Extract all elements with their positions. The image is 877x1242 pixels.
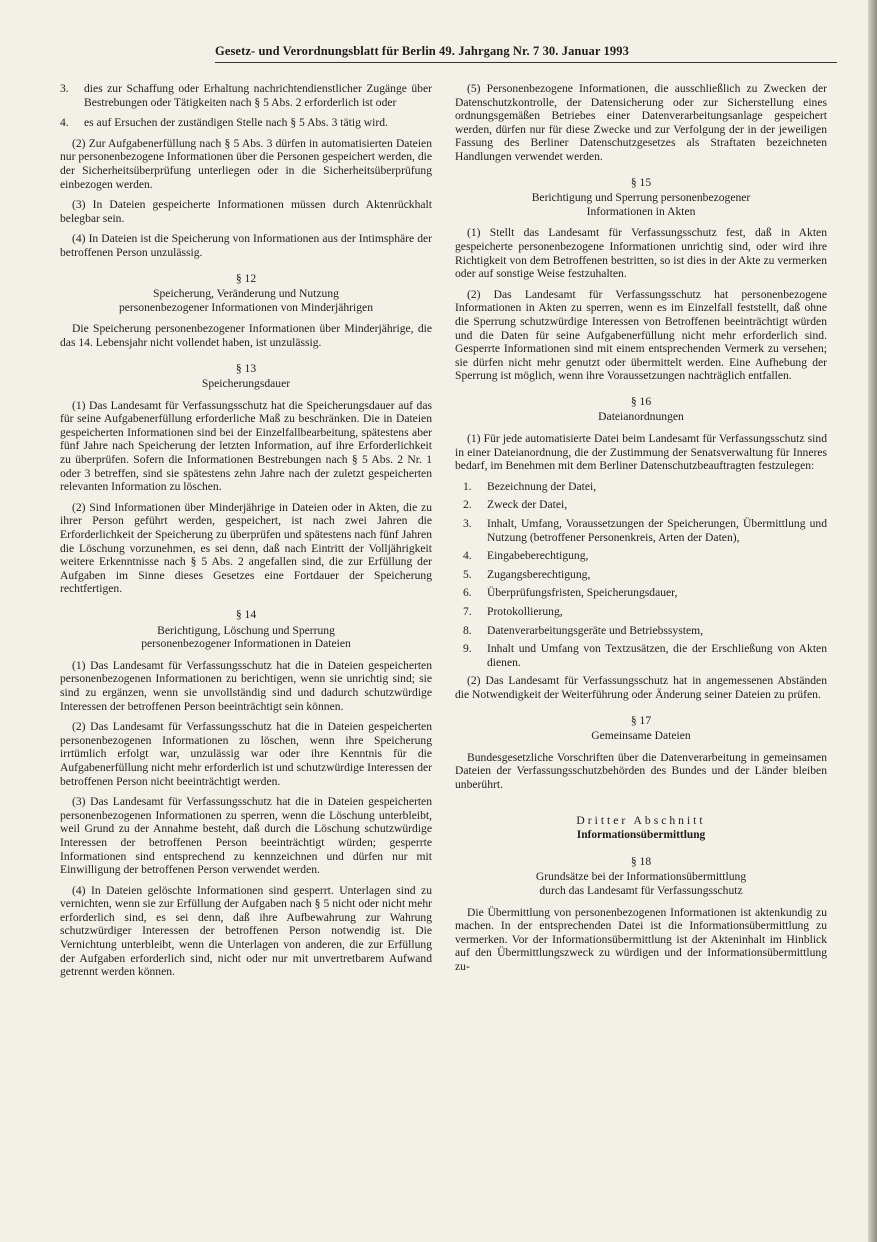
paragraph: (4) In Dateien gelöschte Informationen sind gesperrt. Unterlagen sind zu vernichten, wenn sie zur Erfüllung der Aufgaben nach § 5 nicht oder nicht mehr erforderlich sind, es sei denn, daß ihre Aufbewahrung zur Wahrung schutzwürdiger Interessen der betroffenen Person notwendig ist. Die Vernichtung unterbleibt, wenn die Unterlagen von anderen, die zur Erfüllung der Aufgaben erforderlich sind, nicht oder nur mit unvertretbarem Aufwand getrennt werden können. [60,883,432,979]
list-number: 4. [463,549,472,563]
section-title-line: Berichtigung und Sperrung personenbezogener [531,191,751,205]
list-number: 8. [463,623,472,637]
list-number: 6. [463,586,472,600]
list-number: 3. [60,82,69,95]
section-number: § 18 [630,854,652,868]
right-column [455,82,827,980]
list-number: 5. [463,567,472,581]
list-item [455,586,827,600]
paragraph: (1) Für jede automatisierte Datei beim Landesamt für Verfassungsschutz sind in einer Dateianordnung, die der Zustimmung der Senatsverwaltung für Inneres bedarf, im Benehmen mit dem Berliner Datenschutzbeauftragten festzulegen: [455,432,827,473]
list-number: 3. [463,517,472,531]
section-title [455,191,827,218]
section-title-line: Berichtigung, Löschung und Sperrung [157,623,335,637]
section-number: § 13 [235,361,257,375]
list-number: 4. [60,116,69,130]
list-number: 7. [463,605,472,618]
paragraph: (2) Das Landesamt für Verfassungsschutz hat in angemessenen Abständen die Notwendigkeit der Weiterführung oder Änderung seiner Dateien zu prüfen. [455,674,827,701]
left-column [60,82,432,986]
list-text: dies zur Schaffung oder Erhaltung nachrichtendienstlicher Zugänge über Bestrebungen oder Tätigkeiten nach § 5 Abs. 2 erforderlich ist oder [84,82,432,109]
page-edge [868,0,877,1242]
list-text: Überprüfungsfristen, Speicherungsdauer, [487,586,678,600]
paragraph: (4) In Dateien ist die Speicherung von Informationen aus der Intimsphäre der betroffenen Person unzulässig. [60,232,432,259]
paragraph: (1) Stellt das Landesamt für Verfassungsschutz fest, daß in Akten gespeicherte personenbezogene Informationen unrichtig sind, oder wird ihre Richtigkeit von dem Betroffenen bestritten, so ist dies in der Akte zu vermerken oder auf sonstige Weise festzuhalten. [455,226,827,281]
paragraph: Die Speicherung personenbezogener Informationen über Minderjährige, die das 14. Lebensjahr nicht vollendet haben, ist unzulässig. [60,322,432,349]
paragraph: (1) Das Landesamt für Verfassungsschutz hat die in Dateien gespeicherten personenbezogenen Informationen zu berichtigen, wenn sie unrichtig sind; sie sind zu ergänzen, wenn sie unvollständig sind und dadurch schutzwürdige Interessen der betroffenen Person beeinträchtigt sein können. [60,658,432,713]
section-title-line: Speicherung, Veränderung und Nutzung [153,287,339,301]
paragraph: (1) Das Landesamt für Verfassungsschutz hat die Speicherungsdauer auf das für seine Aufgabenerfüllung erforderliche Maß zu beschränken. Die in Dateien gespeicherten Informationen sind bei der Einzelfallbearbeitung, spätestens aber fünf Jahre nach Speicherung der letzten Information, auf ihre Erforderlichkeit zu überprüfen. Sofern die Informationen Bestrebungen nach § 5 Abs. 2 Nr. 1 oder 3 betreffen, sind sie spätestens zehn Jahre nach der zuletzt gespeicherten relevanten Information zu löschen. [60,398,432,494]
list-item [455,480,827,494]
list-text: Inhalt und Umfang von Textzusätzen, die der Erschließung von Akten dienen. [487,642,827,669]
list-text: Datenverarbeitungsgeräte und Betriebssystem, [487,623,704,637]
paragraph: (3) Das Landesamt für Verfassungsschutz hat die in Dateien gespeicherten personenbezogenen Informationen zu sperren, wenn die Löschung unterbleibt, weil Grund zu der Annahme besteht, daß durch die Löschung schutzwürdige Interessen der betroffenen Person beeinträchtigt würden; gesperrte Informationen sind entsprechend zu kennzeichnen und dürfen nur mit Einwilligung der betroffenen Person verwendet werden. [60,795,432,877]
list-item [455,549,827,563]
section-title: Gemeinsame Dateien [591,729,691,743]
list-item [455,624,827,638]
paragraph: Bundesgesetzliche Vorschriften über die Datenverarbeitung in gemeinsamen Dateien der Verfassungsschutzbehörden des Bundes und der Länder bleiben unberührt. [455,750,827,791]
list-item [60,116,432,130]
section-number: § 15 [630,175,652,189]
section-title: Speicherungsdauer [201,377,291,391]
paragraph: (2) Zur Aufgabenerfüllung nach § 5 Abs. 3 dürfen in automatisierten Dateien nur personenbezogene Informationen über die Personen gespeichert werden, die der Sicherheitsüberprüfung unterliegen oder in die Sicherheitsüberprüfung einbezogen werden. [60,136,432,191]
paragraph: (2) Das Landesamt für Verfassungsschutz hat die in Dateien gespeicherten personenbezogenen Informationen zu löschen, wenn ihre Speicherung irrtümlich erfolgt war, unzulässig war oder ihre Kenntnis für die Aufgabenerfüllung nicht mehr erforderlich ist und schutzwürdige Interessen der betroffenen Person nicht beeinträchtigt werden. [60,720,432,788]
list-number: 1. [463,479,472,493]
paragraph: (5) Personenbezogene Informationen, die ausschließlich zu Zwecken der Datenschutzkontrolle, der Datensicherung oder zur Sicherstellung eines ordnungsgemäßen Betriebes einer Datenverarbeitungsanlage gespeichert werden, dürfen nur für diese Zwecke und zur Verfolgung der in der jeweiligen Fassung des Berliner Datenschutzgesetzes als Straftaten bezeichneten Handlungen verwendet werden. [455,82,827,163]
list-text: Bezeichnung der Datei, [487,479,597,493]
section-number: § 12 [235,271,257,285]
section-number: § 17 [630,713,652,727]
part-subtitle: Informationsübermittlung [576,829,706,842]
list-item [455,568,827,582]
section-title-line: durch das Landesamt für Verfassungsschutz [539,883,743,897]
section-number: § 16 [630,394,652,408]
section-title-line: personenbezogener Informationen in Dateien [141,637,351,651]
section-number: § 14 [235,608,257,621]
paragraph: (2) Sind Informationen über Minderjährige in Dateien oder in Akten, die zu ihrer Person geführt werden, gespeichert, ist nach zwei Jahren die Erforderlichkeit der Speicherung zu überprüfen und spätestens nach fünf Jahren die Löschung vorzunehmen, es sei denn, daß nach Eintritt der Volljährigkeit weitere Erkenntnisse nach § 5 Abs. 2 angefallen sind, die zur Erfüllung der Aufgaben im Sinne dieses Gesetzes eine Fortdauer der Speicherung rechtfertigen. [60,500,432,596]
list-text: Zugangsberechtigung, [487,567,591,581]
list-text: es auf Ersuchen der zuständigen Stelle nach § 5 Abs. 3 tätig wird. [84,116,388,130]
section-title [60,624,432,651]
section-title-line: personenbezogener Informationen von Minderjährigen [118,300,373,314]
paragraph: (2) Das Landesamt für Verfassungsschutz hat personenbezogene Informationen in Akten zu sperren, wenn es im Einzelfall feststellt, daß ohne die Sperrung schutzwürdige Interessen von Betroffenen beeinträchtigt würden und die Daten für seine Aufgabenerfüllung nicht mehr erforderlich sind. Gesperrte Informationen sind mit einem entsprechenden Vermerk zu versehen; sie dürfen nicht mehr genutzt oder übermittelt werden. Eine Aufhebung der Sperrung ist möglich, wenn ihre Voraussetzungen nachträglich entfallen. [455,287,827,383]
page-header: Gesetz- und Verordnungsblatt für Berlin 49. Jahrgang Nr. 7 30. Januar 1993 [215,44,837,63]
part-title: Dritter Abschnitt [576,813,706,827]
list-item [455,605,827,619]
list-text: Eingabeberechtigung, [487,549,589,563]
list-text: Zweck der Datei, [487,498,568,512]
numbered-list [455,480,827,670]
section-title-line: Grundsätze bei der Informationsübermittlung [535,870,747,884]
list-text: Inhalt, Umfang, Voraussetzungen der Speicherungen, Übermittlung und Nutzung (betroffener Personenkreis, Arten der Daten), [487,517,827,544]
list-item [455,642,827,669]
list-item [455,498,827,512]
paragraph: (3) In Dateien gespeicherte Informationen müssen durch Aktenrückhalt belegbar sein. [60,198,432,225]
paragraph: Die Übermittlung von personenbezogenen Informationen ist aktenkundig zu machen. In der entsprechenden Datei ist die Informationsübermittlung zu vermerken. Vor der Informationsübermittlung ist der Akteninhalt im Hinblick auf den Übermittlungszweck zu würdigen und der Informationsübermittlung zu- [455,905,827,973]
section-title-line: Informationen in Akten [586,204,696,218]
list-number: 9. [463,642,472,656]
list-item [455,517,827,544]
section-title [455,870,827,897]
section-title: Dateianordnungen [598,410,684,424]
list-text: Protokollierung, [487,605,563,618]
section-title [60,287,432,314]
list-item [60,82,432,109]
list-number: 2. [463,498,472,512]
